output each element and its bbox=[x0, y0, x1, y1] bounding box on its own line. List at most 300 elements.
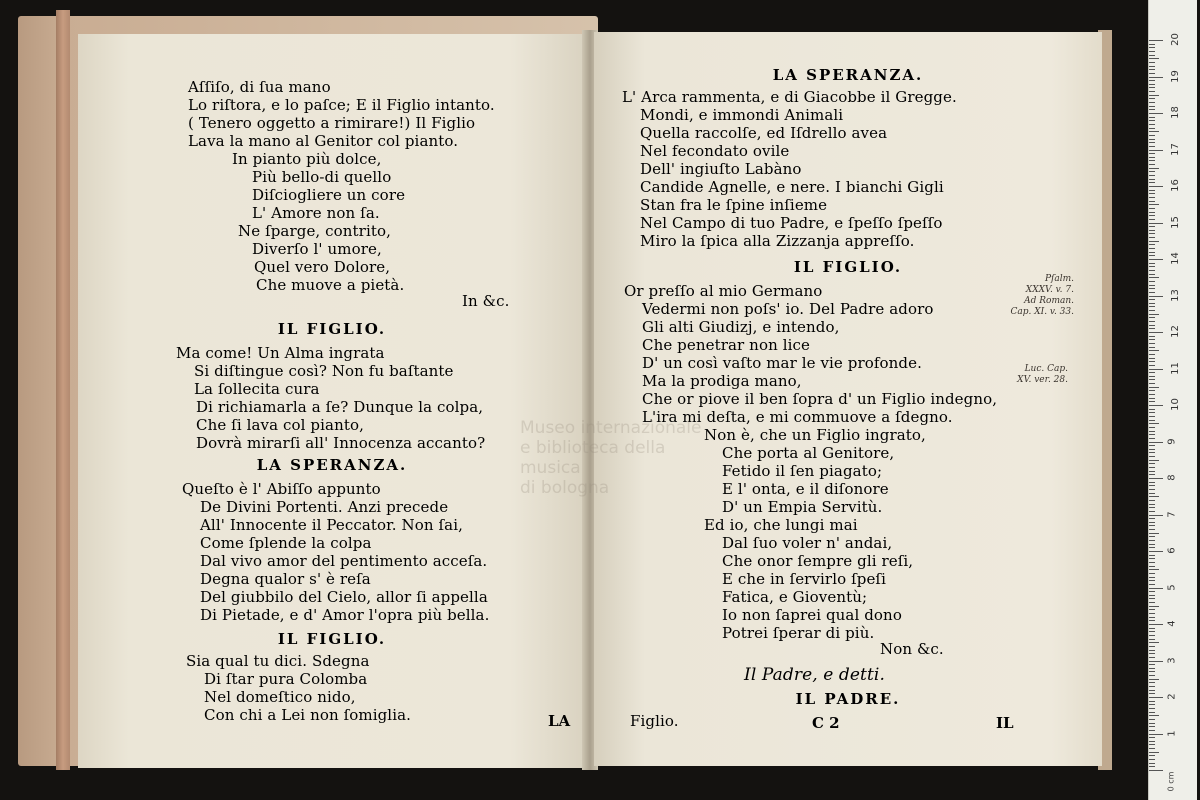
ruler-tick bbox=[1149, 456, 1155, 457]
ruler-tick bbox=[1149, 759, 1155, 760]
ruler-tick bbox=[1149, 427, 1155, 428]
ruler-tick bbox=[1149, 98, 1155, 99]
ruler-tick bbox=[1149, 661, 1163, 662]
ruler-tick bbox=[1149, 493, 1155, 494]
text-line: Diſciogliere un core bbox=[252, 186, 406, 204]
text-line: D' un così vaſto mar le vie profonde. bbox=[642, 354, 922, 372]
ruler-tick bbox=[1149, 204, 1159, 205]
ruler-tick bbox=[1149, 237, 1155, 238]
ruler-tick bbox=[1149, 598, 1155, 599]
ruler-tick bbox=[1149, 303, 1155, 304]
text-line: Si diſtingue così? Non fu baſtante bbox=[194, 362, 454, 380]
watermark-line: e biblioteca della musica bbox=[520, 438, 666, 478]
ruler-tick bbox=[1149, 766, 1155, 767]
ruler-number: 19 bbox=[1169, 69, 1181, 83]
ruler-tick bbox=[1149, 80, 1155, 81]
ruler-tick bbox=[1149, 361, 1155, 362]
ruler-tick bbox=[1149, 109, 1155, 110]
ruler-tick bbox=[1149, 595, 1155, 596]
ruler-tick bbox=[1149, 489, 1155, 490]
ruler-tick bbox=[1149, 763, 1155, 764]
ruler-tick bbox=[1149, 77, 1163, 78]
ruler-tick bbox=[1149, 580, 1155, 581]
ruler-tick bbox=[1149, 376, 1155, 377]
ruler-tick bbox=[1149, 690, 1155, 691]
measurement-ruler bbox=[1148, 0, 1197, 800]
margin-note-line: XXXV. v. 7. bbox=[1025, 285, 1074, 295]
ruler-tick bbox=[1149, 741, 1155, 742]
text-line: De Divini Portenti. Anzi precede bbox=[200, 498, 449, 516]
ruler-tick bbox=[1149, 730, 1155, 731]
text-line: Ma come! Un Alma ingrata bbox=[176, 344, 385, 362]
text-line: Figlio. bbox=[630, 712, 679, 730]
ruler-tick bbox=[1149, 409, 1155, 410]
ruler-tick bbox=[1149, 87, 1155, 88]
ruler-number: 20 bbox=[1169, 33, 1181, 46]
ruler-number: 18 bbox=[1169, 106, 1181, 119]
margin-note bbox=[1004, 364, 1068, 386]
text-line: Dal vivo amor del pentimento acceſa. bbox=[200, 552, 488, 570]
ruler-tick bbox=[1149, 657, 1155, 658]
ruler-tick bbox=[1149, 682, 1155, 683]
text-line: L' Amore non ſa. bbox=[252, 204, 380, 222]
ruler-tick bbox=[1149, 84, 1155, 85]
speaker-heading: IL FIGLIO. bbox=[277, 320, 387, 338]
ruler-tick bbox=[1149, 336, 1155, 337]
ruler-tick bbox=[1149, 624, 1163, 625]
ruler-number: 12 bbox=[1169, 325, 1181, 338]
ruler-tick bbox=[1149, 617, 1155, 618]
text-line: Potrei ſperar di più. bbox=[722, 624, 875, 642]
ruler-tick bbox=[1149, 383, 1155, 384]
speaker-heading: LA SPERANZA. bbox=[772, 66, 924, 84]
text-line: D' un Empia Servitù. bbox=[722, 498, 883, 516]
ruler-tick bbox=[1149, 460, 1159, 461]
ruler-tick bbox=[1149, 613, 1155, 614]
ruler-tick bbox=[1149, 124, 1155, 125]
ruler-tick bbox=[1149, 266, 1155, 267]
ruler-tick bbox=[1149, 102, 1155, 103]
ruler-tick bbox=[1149, 744, 1155, 745]
ruler-tick bbox=[1149, 719, 1155, 720]
ruler-tick bbox=[1149, 270, 1155, 271]
signature-mark: C 2 bbox=[812, 714, 840, 732]
ruler-tick bbox=[1149, 390, 1155, 391]
ruler-tick bbox=[1149, 533, 1159, 534]
ruler-tick bbox=[1149, 66, 1155, 67]
ruler-tick bbox=[1149, 770, 1163, 771]
ruler-tick bbox=[1149, 737, 1155, 738]
ruler-tick bbox=[1149, 686, 1155, 687]
text-line: Diverſo l' umore, bbox=[252, 240, 382, 258]
ruler-tick bbox=[1149, 442, 1163, 443]
ruler-tick bbox=[1149, 244, 1155, 245]
text-line: Dell' ingiuſto Labàno bbox=[640, 160, 802, 178]
text-line: Che onor ſempre gli reſi, bbox=[722, 552, 914, 570]
ruler-tick bbox=[1149, 58, 1159, 59]
ruler-tick bbox=[1149, 139, 1155, 140]
margin-note-line: Luc. Cap. bbox=[1024, 364, 1068, 374]
ruler-tick bbox=[1149, 679, 1159, 680]
ruler-tick bbox=[1149, 197, 1155, 198]
text-line: Di Pietade, e d' Amor l'opra più bella. bbox=[200, 606, 490, 624]
speaker-heading: IL PADRE. bbox=[795, 690, 901, 708]
ruler-number: 9 bbox=[1166, 437, 1178, 445]
text-line: Nel fecondato ovile bbox=[640, 142, 790, 160]
ruler-number: 8 bbox=[1166, 474, 1178, 481]
text-line: Lava la mano al Genitor col pianto. bbox=[188, 132, 459, 150]
ruler-tick bbox=[1149, 113, 1163, 114]
ruler-number: 4 bbox=[1166, 620, 1178, 627]
ruler-tick bbox=[1149, 310, 1155, 311]
ruler-number: 5 bbox=[1166, 583, 1178, 591]
text-line: Di ſtar pura Colomba bbox=[204, 670, 368, 688]
ruler-number: 1 bbox=[1166, 729, 1178, 737]
ruler-tick bbox=[1149, 182, 1155, 183]
ruler-tick bbox=[1149, 106, 1155, 107]
ruler-number: 14 bbox=[1169, 252, 1181, 265]
text-line: Fetido il ſen piagato; bbox=[722, 462, 883, 480]
text-line: E che in ſervirlo ſpeſi bbox=[722, 570, 886, 588]
ruler-tick bbox=[1149, 566, 1155, 567]
ruler-tick bbox=[1149, 248, 1155, 249]
ruler-tick bbox=[1149, 73, 1155, 74]
ruler-tick bbox=[1149, 723, 1155, 724]
ruler-tick bbox=[1149, 263, 1155, 264]
text-line: Gli alti Giudizj, e intendo, bbox=[642, 318, 840, 336]
ruler-tick bbox=[1149, 179, 1155, 180]
ruler-tick bbox=[1149, 398, 1155, 399]
ruler-tick bbox=[1149, 693, 1155, 694]
ruler-tick bbox=[1149, 620, 1155, 621]
ruler-tick bbox=[1149, 328, 1155, 329]
text-line: Mondi, e immondi Animali bbox=[640, 106, 844, 124]
ruler-tick bbox=[1149, 551, 1163, 552]
ruler-tick bbox=[1149, 708, 1155, 709]
ruler-tick bbox=[1149, 274, 1155, 275]
text-line: L' Arca rammenta, e di Giacobbe il Gregge. bbox=[622, 88, 957, 106]
text-line: Nel Campo di tuo Padre, e ſpeſſo ſpeſſo bbox=[640, 214, 943, 232]
margin-note-line: Ad Roman. bbox=[1024, 296, 1074, 306]
ruler-tick bbox=[1149, 529, 1155, 530]
stage-direction: Il Padre, e detti. bbox=[744, 665, 885, 685]
catchword: IL bbox=[996, 714, 1014, 732]
ruler-tick bbox=[1149, 401, 1155, 402]
ruler-tick bbox=[1149, 219, 1155, 220]
ruler-tick bbox=[1149, 314, 1159, 315]
text-line: Di richiamarla a ſe? Dunque la colpa, bbox=[196, 398, 484, 416]
ruler-tick bbox=[1149, 697, 1163, 698]
margin-note-line: Pſalm. bbox=[1044, 274, 1074, 284]
ruler-tick bbox=[1149, 701, 1155, 702]
ruler-tick bbox=[1149, 646, 1155, 647]
text-line: Con chi a Lei non ſomiglia. bbox=[204, 706, 412, 724]
ruler-tick bbox=[1149, 482, 1155, 483]
margin-note-line: XV. ver. 28. bbox=[1017, 375, 1068, 385]
ruler-tick bbox=[1149, 606, 1159, 607]
text-line: Or preſſo al mio Germano bbox=[624, 282, 823, 300]
text-line: Aſſiſo, di ſua mano bbox=[188, 78, 331, 96]
ruler-tick bbox=[1149, 704, 1155, 705]
ruler-number: 15 bbox=[1169, 215, 1181, 229]
text-line: Che penetrar non lice bbox=[642, 336, 810, 354]
text-line: Che porta al Genitore, bbox=[722, 444, 895, 462]
ruler-tick bbox=[1149, 230, 1155, 231]
ruler-tick bbox=[1149, 226, 1155, 227]
ruler-tick bbox=[1149, 51, 1155, 52]
text-line: Dal ſuo voler n' andai, bbox=[722, 534, 893, 552]
ruler-tick bbox=[1149, 233, 1155, 234]
ruler-tick bbox=[1149, 131, 1159, 132]
ruler-tick bbox=[1149, 394, 1155, 395]
ruler-tick bbox=[1149, 168, 1159, 169]
ruler-tick bbox=[1149, 500, 1155, 501]
margin-note bbox=[1004, 274, 1074, 318]
ruler-tick bbox=[1149, 343, 1155, 344]
ruler-tick bbox=[1149, 372, 1155, 373]
ruler-tick bbox=[1149, 62, 1155, 63]
text-line: Sia qual tu dici. Sdegna bbox=[186, 652, 370, 670]
ruler-tick bbox=[1149, 452, 1155, 453]
ruler-tick bbox=[1149, 171, 1155, 172]
ruler-tick bbox=[1149, 186, 1163, 187]
ruler-tick bbox=[1149, 95, 1159, 96]
ruler-number: 3 bbox=[1166, 656, 1178, 664]
ruler-tick bbox=[1149, 504, 1155, 505]
text-line: Quella raccolſe, ed Iſdrello avea bbox=[640, 124, 888, 142]
ruler-tick bbox=[1149, 423, 1159, 424]
text-line: E l' onta, e il diſonore bbox=[722, 480, 889, 498]
ruler-tick bbox=[1149, 496, 1159, 497]
ruler-label: 0 cm bbox=[1166, 771, 1176, 792]
ruler-tick bbox=[1149, 540, 1155, 541]
text-line: Ma la prodiga mano, bbox=[642, 372, 802, 390]
text-line: Dovrà mirarſi all' Innocenza accanto? bbox=[196, 434, 486, 452]
ruler-tick bbox=[1149, 142, 1155, 143]
ruler-tick bbox=[1149, 591, 1155, 592]
text-line: Quel vero Dolore, bbox=[254, 258, 391, 276]
ruler-tick bbox=[1149, 631, 1155, 632]
ruler-tick bbox=[1149, 285, 1155, 286]
ruler-tick bbox=[1149, 478, 1163, 479]
ruler-tick bbox=[1149, 135, 1155, 136]
ruler-tick bbox=[1149, 296, 1163, 297]
ruler-tick bbox=[1149, 339, 1155, 340]
ruler-tick bbox=[1149, 350, 1159, 351]
ruler-tick bbox=[1149, 387, 1159, 388]
ruler-tick bbox=[1149, 128, 1155, 129]
ruler-tick bbox=[1149, 507, 1155, 508]
ruler-tick bbox=[1149, 117, 1155, 118]
ruler-tick bbox=[1149, 577, 1155, 578]
text-line: Nel domeſtico nido, bbox=[204, 688, 356, 706]
ruler-tick bbox=[1149, 463, 1155, 464]
ruler-tick bbox=[1149, 471, 1155, 472]
ruler-tick bbox=[1149, 748, 1155, 749]
ruler-tick bbox=[1149, 157, 1155, 158]
ruler-tick bbox=[1149, 650, 1155, 651]
text-line: Che or piove il ben ſopra d' un Figlio indegno, bbox=[642, 390, 998, 408]
text-line: Lo riſtora, e lo paſce; E il Figlio intanto. bbox=[188, 96, 495, 114]
ruler-tick bbox=[1149, 653, 1155, 654]
ruler-number: 10 bbox=[1169, 398, 1181, 411]
text-line: Ne ſparge, contrito, bbox=[238, 222, 391, 240]
ruler-tick bbox=[1149, 664, 1155, 665]
ruler-tick bbox=[1149, 146, 1155, 147]
ruler-tick bbox=[1149, 277, 1159, 278]
watermark-line: di bologna bbox=[520, 478, 610, 498]
ruler-tick bbox=[1149, 642, 1159, 643]
ruler-tick bbox=[1149, 241, 1159, 242]
ruler-tick bbox=[1149, 347, 1155, 348]
text-line: Miro la ſpica alla Zizzanja appreſſo. bbox=[640, 232, 915, 250]
ruler-tick bbox=[1149, 420, 1155, 421]
ruler-number: 17 bbox=[1169, 142, 1181, 156]
ruler-tick bbox=[1149, 153, 1155, 154]
ruler-tick bbox=[1149, 602, 1155, 603]
ruler-tick bbox=[1149, 292, 1155, 293]
ruler-tick bbox=[1149, 547, 1155, 548]
text-line: ( Tenero oggetto a rimirare!) Il Figlio bbox=[188, 114, 476, 132]
ruler-tick bbox=[1149, 628, 1155, 629]
ruler-tick bbox=[1149, 47, 1155, 48]
ruler-tick bbox=[1149, 536, 1155, 537]
text-line: In pianto più dolce, bbox=[232, 150, 382, 168]
ruler-tick bbox=[1149, 201, 1155, 202]
text-line: Non è, che un Figlio ingrato, bbox=[704, 426, 926, 444]
ruler-tick bbox=[1149, 164, 1155, 165]
ruler-tick bbox=[1149, 358, 1155, 359]
ruler-tick bbox=[1149, 525, 1155, 526]
ruler-tick bbox=[1149, 712, 1155, 713]
watermark-line: Museo internazionale bbox=[520, 418, 702, 438]
ruler-tick bbox=[1149, 434, 1155, 435]
ruler-tick bbox=[1149, 365, 1155, 366]
text-line: Ed io, che lungi mai bbox=[704, 516, 858, 534]
ruler-tick bbox=[1149, 212, 1155, 213]
ruler-number: 16 bbox=[1169, 179, 1181, 192]
text-line: Più bello-di quello bbox=[252, 168, 392, 186]
speaker-heading: LA SPERANZA. bbox=[256, 456, 408, 474]
ruler-tick bbox=[1149, 431, 1155, 432]
catchword: LA bbox=[548, 712, 571, 730]
text-line: La ſollecita cura bbox=[194, 380, 320, 398]
ruler-tick bbox=[1149, 175, 1155, 176]
ruler-tick bbox=[1149, 160, 1155, 161]
ruler-tick bbox=[1149, 515, 1163, 516]
text-line: Che muove a pietà. bbox=[256, 276, 405, 294]
speaker-heading: IL FIGLIO. bbox=[793, 258, 903, 276]
book-spine-edge bbox=[56, 10, 70, 770]
ruler-tick bbox=[1149, 555, 1155, 556]
ruler-tick bbox=[1149, 467, 1155, 468]
ruler-tick bbox=[1149, 522, 1155, 523]
ruler-tick bbox=[1149, 299, 1155, 300]
ruler-tick bbox=[1149, 416, 1155, 417]
ruler-tick bbox=[1149, 544, 1155, 545]
ruler-tick bbox=[1149, 208, 1155, 209]
ruler-number: 11 bbox=[1169, 361, 1181, 375]
ruler-tick bbox=[1149, 584, 1155, 585]
ruler-number: 7 bbox=[1166, 510, 1178, 518]
text-line: L'ira mi deſta, e mi commuove a ſdegno. bbox=[642, 408, 953, 426]
ruler-tick bbox=[1149, 609, 1155, 610]
text-line: Degna qualor s' è reſa bbox=[200, 570, 371, 588]
ruler-tick bbox=[1149, 511, 1155, 512]
ruler-tick bbox=[1149, 306, 1155, 307]
ruler-tick bbox=[1149, 281, 1155, 282]
ruler-tick bbox=[1149, 288, 1155, 289]
ruler-tick bbox=[1149, 675, 1155, 676]
ruler-tick bbox=[1149, 518, 1155, 519]
ruler-tick bbox=[1149, 332, 1163, 333]
ruler-tick bbox=[1149, 69, 1155, 70]
text-line: All' Innocente il Peccator. Non ſai, bbox=[200, 516, 463, 534]
ruler-tick bbox=[1149, 91, 1155, 92]
ruler-tick bbox=[1149, 755, 1155, 756]
ruler-tick bbox=[1149, 193, 1155, 194]
ruler-tick bbox=[1149, 734, 1163, 735]
text-line: Vedermi non poſs' io. Del Padre adoro bbox=[642, 300, 934, 318]
ruler-tick bbox=[1149, 573, 1155, 574]
text-line: Stan fra le ſpine inſieme bbox=[640, 196, 828, 214]
ruler-tick bbox=[1149, 223, 1163, 224]
ruler-tick bbox=[1149, 215, 1155, 216]
ruler-tick bbox=[1149, 190, 1155, 191]
text-line: Che ſi lava col pianto, bbox=[196, 416, 364, 434]
ruler-tick bbox=[1149, 317, 1155, 318]
ruler-tick bbox=[1149, 150, 1163, 151]
ruler-tick bbox=[1149, 259, 1163, 260]
ruler-tick bbox=[1149, 668, 1155, 669]
ruler-tick bbox=[1149, 635, 1155, 636]
text-line: Fatica, e Gioventù; bbox=[722, 588, 868, 606]
ruler-tick bbox=[1149, 671, 1155, 672]
text-line: Non &c. bbox=[880, 640, 944, 658]
ruler-number: 13 bbox=[1169, 288, 1181, 302]
ruler-tick bbox=[1149, 449, 1155, 450]
ruler-tick bbox=[1149, 562, 1155, 563]
text-line: Queſto è l' Abiſſo appunto bbox=[182, 480, 381, 498]
text-line: In &c. bbox=[462, 292, 510, 310]
margin-note-line: Cap. XI. v. 33. bbox=[1010, 307, 1074, 317]
text-line: Candide Agnelle, e nere. I bianchi Gigli bbox=[640, 178, 944, 196]
ruler-tick bbox=[1149, 369, 1163, 370]
ruler-tick bbox=[1149, 474, 1155, 475]
speaker-heading: IL FIGLIO. bbox=[277, 630, 387, 648]
ruler-tick bbox=[1149, 726, 1155, 727]
ruler-tick bbox=[1149, 569, 1159, 570]
ruler-tick bbox=[1149, 40, 1163, 41]
ruler-number: 6 bbox=[1166, 547, 1178, 554]
ruler-number: 2 bbox=[1166, 693, 1178, 700]
ruler-tick bbox=[1149, 412, 1155, 413]
ruler-tick bbox=[1149, 715, 1159, 716]
ruler-tick bbox=[1149, 55, 1155, 56]
text-line: Io non ſaprei qual dono bbox=[722, 606, 902, 624]
ruler-tick bbox=[1149, 485, 1155, 486]
ruler-tick bbox=[1149, 321, 1155, 322]
ruler-tick bbox=[1149, 438, 1155, 439]
text-line: Del giubbilo del Cielo, allor ſi appella bbox=[200, 588, 488, 606]
ruler-tick bbox=[1149, 255, 1155, 256]
ruler-tick bbox=[1149, 558, 1155, 559]
ruler-tick bbox=[1149, 325, 1155, 326]
text-line: Come ſplende la colpa bbox=[200, 534, 372, 552]
ruler-tick bbox=[1149, 588, 1163, 589]
ruler-tick bbox=[1149, 639, 1155, 640]
ruler-tick bbox=[1149, 445, 1155, 446]
